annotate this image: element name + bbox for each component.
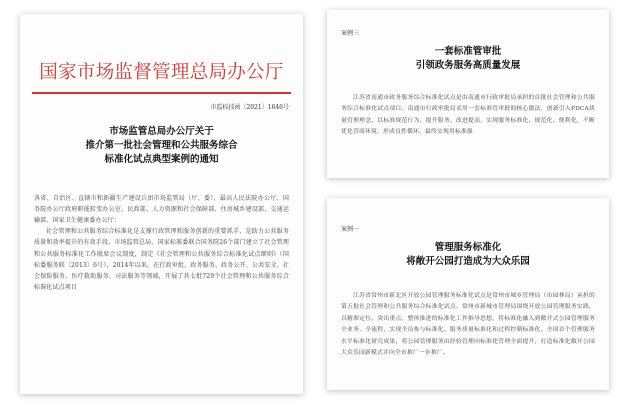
- case-label: 案例三: [341, 30, 360, 37]
- notice-body: [34, 193, 289, 294]
- notice-title-line: 推介第一批社会管理和公共服务综合: [85, 139, 238, 151]
- case-title: [341, 241, 595, 269]
- case-title-line: 管理服务标准化: [434, 242, 502, 253]
- case-body: 江苏省常州市新北区开放公园管理服务标准化试点是常州市城乡管理局（市园林局）承担的第五批社会管理和公共服务综合标准化试点。常州市新城市管理局围绕开放公园管理服务实践，以精准定位、突出重点，整体推进的标准化工作指导思想，将标准化融入到敞开式公园管理服务全业务、全流程，实现全员参与标准化。服务质量标准化和过程控制标准化。全国首个管理服务水平标准化研究成果，将公园管理服务由经验管理向标准化管理全面提升，打造标准化敞开公园大众乐园新模式并向全市推广一步推广。: [341, 293, 595, 357]
- notice-title-line: 市场监管总局办公厅关于: [109, 125, 214, 137]
- case-three-document: [327, 10, 609, 178]
- case-title-line: 一套标准管审批: [434, 46, 502, 57]
- notice-paragraph: 社会管理和公共服务综合标准化是支撑行政管理和服务创新的重要抓手，是助力公共服务质量和效率提升的有效手段。市场监管总局、国家标准委联合国务院26个部门建立了社会管理和公共服务标准化工作联席会议制度，制定《社会管理和公共服务综合标准化试点细则》（国标委服务联〔2013〕6号），2014年以来，在行政审批、政务服务、政务公开、公共安全、社会保险服务、医疗救助服务、司法服务等领域，开展了共七批729个社会管理和公共服务综合标准化试点项目: [34, 228, 289, 292]
- case-body: 江苏省南通市政务服务综合标准化试点是由南通市行政审批局承担的首批社会管理和公共服务综合标准化试点项目。南通市行政审批局采用一套标准管审批的核心做法，创新引入PDCA质量管理理念，以标准规范行为、提升服务、改进提高，实现服务标准化、规范化、便利化，不断优化营商环境，形成良性循环，最终实现用标准强: [341, 95, 595, 136]
- case-label: 案例一: [341, 226, 360, 233]
- case-title: [341, 45, 595, 73]
- notice-title: [34, 125, 289, 167]
- agency-title: 国家市场监督管理总局办公厅: [39, 62, 284, 83]
- notice-paragraph: 各省、自治区、直辖市和新疆生产建设兵团市场监管局（厅、委），最高人民法院办公厅、国务院办公厅政府职能转变办公室、民政部、人力资源和社会保障部、住房城乡建设部、交通运输部、国家卫生健康委办公厅：: [34, 194, 289, 224]
- main-notice-document: [20, 14, 303, 394]
- notice-title-line: 标准化试点典型案例的通知: [104, 153, 219, 165]
- case-title-line: 引领政务服务高质量发展: [415, 60, 521, 71]
- red-header-rule: [32, 92, 291, 94]
- document-number: 市监标技函〔2021〕1646号: [210, 103, 289, 111]
- case-title-line: 将敞开公园打造成为大众乐园: [406, 256, 530, 267]
- case-one-document: [327, 198, 609, 390]
